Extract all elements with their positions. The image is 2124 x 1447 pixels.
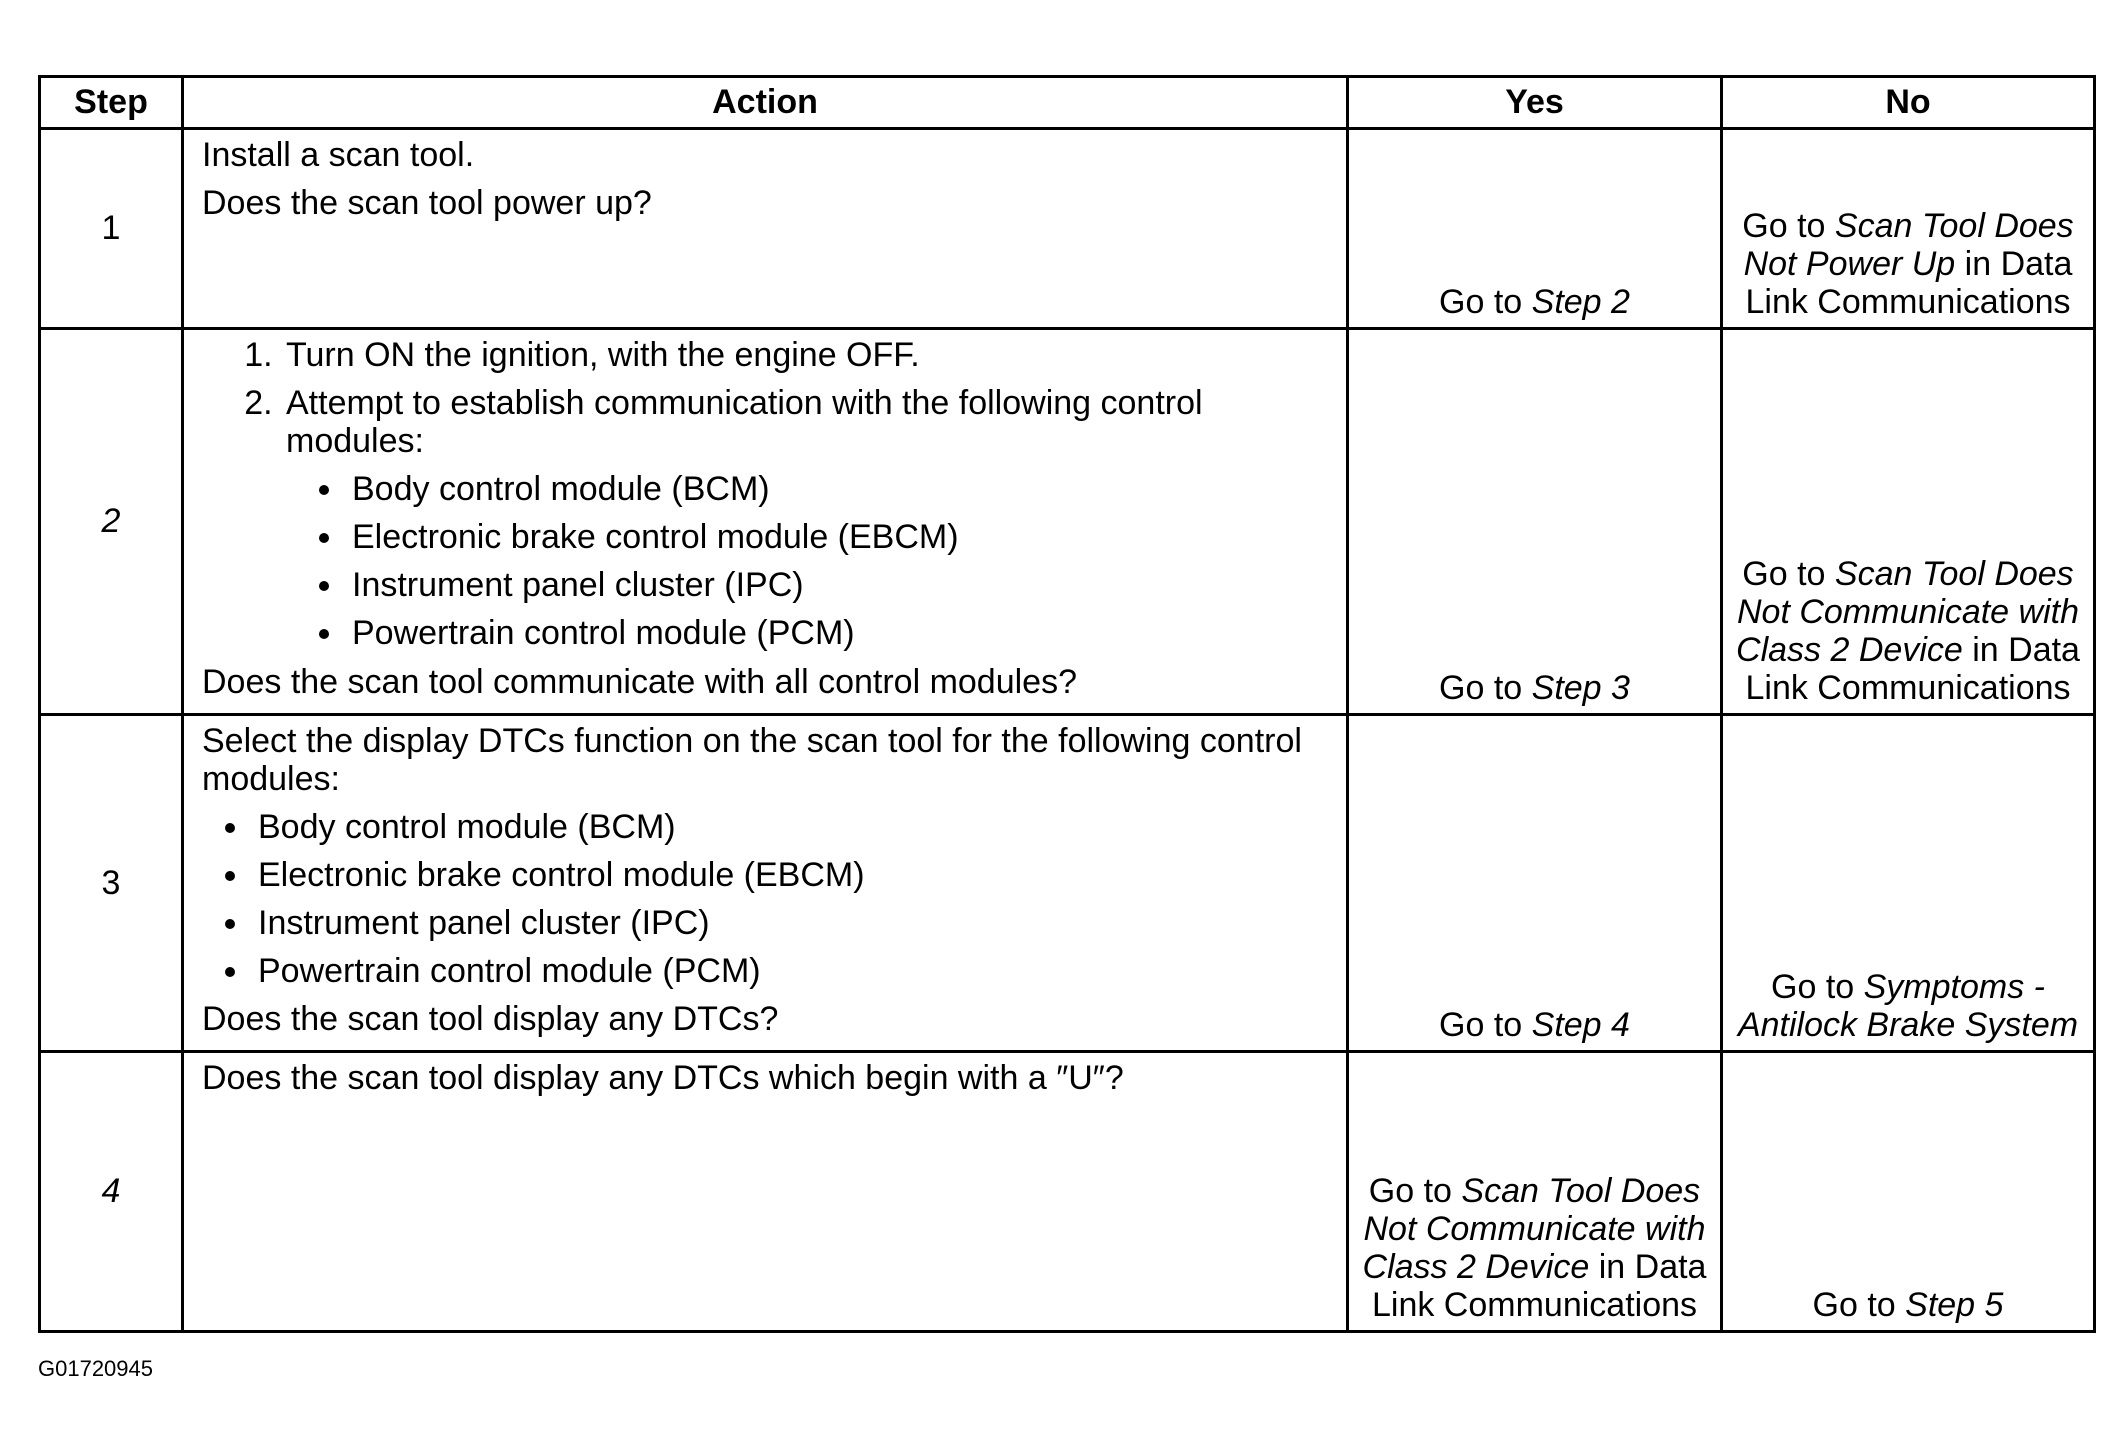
yes-prefix: Go to — [1439, 282, 1532, 321]
step-number: 2 — [40, 329, 183, 715]
step-number: 4 — [40, 1052, 183, 1332]
list-item: • Electronic brake control module (EBCM) — [346, 518, 1336, 556]
yes-cell — [1348, 715, 1722, 1052]
no-suffix: in Data Link Communications — [1745, 630, 2080, 707]
no-link[interactable]: Scan Tool Does Not Power Up — [1743, 206, 2074, 283]
yes-cell — [1348, 329, 1722, 715]
yes-prefix: Go to — [1439, 668, 1532, 707]
no-cell — [1722, 715, 2095, 1052]
list-item: • Electronic brake control module (EBCM) — [252, 856, 1336, 894]
table-row-step-4 — [40, 1052, 2095, 1332]
header-row — [40, 77, 2095, 129]
list-item: • Body control module (BCM) — [346, 470, 1336, 508]
no-prefix: Go to — [1742, 206, 1835, 245]
action-cell — [183, 1052, 1348, 1332]
no-prefix: Go to — [1742, 554, 1835, 593]
action-question: Does the scan tool communicate with all control modules? — [202, 662, 1077, 701]
action-cell — [183, 715, 1348, 1052]
no-prefix: Go to — [1771, 967, 1864, 1006]
action-cell — [183, 329, 1348, 715]
list-item — [282, 384, 1336, 652]
header-yes: Yes — [1348, 77, 1722, 129]
bullet-list — [202, 808, 1336, 990]
bullet-list — [286, 470, 1336, 652]
list-item: • Powertrain control module (PCM) — [346, 614, 1336, 652]
list-item: • Instrument panel cluster (IPC) — [346, 566, 1336, 604]
action-question: Does the scan tool display any DTCs? — [202, 1000, 779, 1039]
no-cell — [1722, 1052, 2095, 1332]
no-prefix: Go to — [1812, 1285, 1906, 1324]
yes-link[interactable]: Step 3 — [1531, 668, 1630, 707]
list-item: • Instrument panel cluster (IPC) — [252, 904, 1336, 942]
yes-link[interactable]: Scan Tool Does Not Communicate with Class 2 Device — [1362, 1171, 1706, 1286]
no-cell — [1722, 129, 2095, 329]
action-question: Does the scan tool display any DTCs which begin with a ″U″? — [202, 1059, 1124, 1097]
header-step: Step — [40, 77, 183, 129]
table-row-step-1 — [40, 129, 2095, 329]
no-link[interactable]: Symptoms - Antilock Brake System — [1737, 967, 2079, 1044]
list-item: • Body control module (BCM) — [252, 808, 1336, 846]
no-link[interactable]: Scan Tool Does Not Communicate with Class 2 Device — [1736, 554, 2079, 669]
header-no: No — [1722, 77, 2095, 129]
diagnostic-table — [38, 75, 2096, 1333]
list-item: • Powertrain control module (PCM) — [252, 952, 1336, 990]
yes-suffix: in Data Link Communications — [1371, 1247, 1707, 1324]
figure-id-label: G01720945 — [38, 1356, 153, 1381]
table-row-step-2 — [40, 329, 2095, 715]
no-link[interactable]: Step 5 — [1905, 1285, 2004, 1324]
yes-prefix: Go to — [1439, 1005, 1532, 1044]
step-number: 1 — [40, 129, 183, 329]
action-text: Select the display DTCs function on the scan tool for the following control modules: — [202, 722, 1302, 799]
no-cell — [1722, 329, 2095, 715]
yes-cell — [1348, 129, 1722, 329]
action-cell — [183, 129, 1348, 329]
numbered-list — [202, 336, 1336, 653]
yes-cell — [1348, 1052, 1722, 1332]
yes-link[interactable]: Step 4 — [1531, 1005, 1630, 1044]
list-item: 1. Turn ON the ignition, with the engine OFF. — [282, 336, 1336, 374]
list-item-text: Attempt to establish communication with the following control modules: — [286, 384, 1203, 461]
step-number: 3 — [40, 715, 183, 1052]
yes-prefix: Go to — [1368, 1171, 1462, 1210]
no-suffix: in Data Link Communications — [1745, 244, 2073, 321]
yes-link[interactable]: Step 2 — [1531, 282, 1630, 321]
action-question: Does the scan tool power up? — [202, 184, 652, 223]
header-action: Action — [183, 77, 1348, 129]
table-row-step-3 — [40, 715, 2095, 1052]
action-text: Install a scan tool. — [202, 136, 475, 174]
